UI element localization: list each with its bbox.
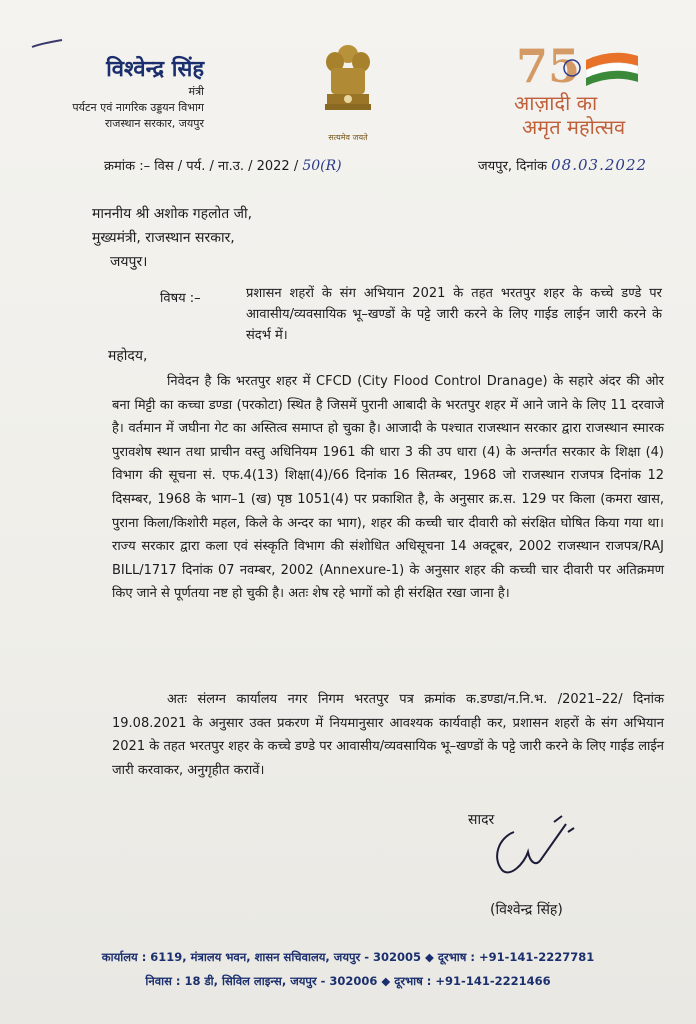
akam-line-1: आज़ादी का bbox=[514, 91, 598, 115]
addressee-line-1: माननीय श्री अशोक गहलोत जी, bbox=[92, 206, 253, 222]
sender-block bbox=[14, 56, 204, 132]
handwritten-signature bbox=[484, 812, 584, 882]
subject-text: प्रशासन शहरों के संग अभियान 2021 के तहत भरतपुर शहर के कच्चे डण्डे पर आवासीय/व्यवसायिक भू–खण्डों के पट्टे जारी करने के लिए गाईड लाईन जारी करने के संदर्भ में। bbox=[246, 286, 662, 343]
closing-text: सादर bbox=[468, 812, 495, 828]
letter-date bbox=[478, 156, 647, 174]
addressee-block bbox=[92, 202, 252, 274]
sender-department: पर्यटन एवं नागरिक उड्डयन विभाग bbox=[72, 101, 204, 114]
footer-office-address: कार्यालय : 6119, मंत्रालय भवन, शासन सचिवालय, जयपुर - 302005 ◆ दूरभाष : +91-141-2227781 bbox=[101, 950, 595, 964]
pen-stroke-mark bbox=[30, 38, 64, 50]
sender-name: विश्वेन्द्र सिंह bbox=[106, 57, 204, 82]
salutation: महोदय, bbox=[108, 348, 148, 364]
reference-label: क्रमांक :– विस / पर्य. / ना.उ. / 2022 / bbox=[104, 159, 299, 174]
body-paragraph-1: निवेदन है कि भरतपुर शहर में CFCD (City Flood Control Dranage) के सहारे अंदर की ओर बना मिट्टी का कच्चा डण्डा (परकोटा) स्थित है जिसमें पुरानी आबादी के भरतपुर शहर में आने जाने के लिए 11 दरवाजे है। वर्तमान में जघीना गेट का अस्तित्व समाप्त हो चुका है। आजादी के पश्चात राजस्थान सरकार द्वारा राजस्थान स्मारक पुरावशेष स्थान तथा प्राचीन वस्तु अधिनियम 1961 की धारा 3 की उप धारा (4) के अन्तर्गत सरकार के शिक्षा (4) विभाग की सूचना सं. एफ.4(13) शिक्षा(4)/66 दिनांक 16 सितम्बर, 1968 जो राजस्थान राजपत्र दिनांक 12 दिसम्बर, 1968 के भाग–1 (ख) पृष्ठ 1051(4) पर प्रकाशित है, के अनुसार क्र.स. 129 पर किला (कमरा खास, पुराना किला/किशोरी महल, किले के अन्दर का भाग), शहर की कच्ची चार दीवारी को संरक्षित घोषित किया गया था। राज्य सरकार द्वारा कला एवं संस्कृति विभाग की संशोधित अधिसूचना 14 अक्टूबर, 2002 राजस्थान राजपत्र/RAJ BILL/1717 दिनांक 07 नवम्बर, 2002 (Annexure-1) के अनुसार शहर की कच्ची चार दीवारी पर अतिक्रमण किए जाने से पूर्णतया नष्ट हो चुकी है। अतः शेष रहे भागों को ही संरक्षित रखा जाना है। bbox=[112, 374, 664, 602]
date-label: जयपुर, दिनांक bbox=[478, 159, 547, 174]
ashoka-lion-icon bbox=[321, 40, 375, 130]
akam-number: 75 bbox=[516, 39, 581, 92]
reference-number bbox=[104, 156, 342, 174]
sender-designation: मंत्री bbox=[188, 85, 204, 98]
azadi-ka-amrit-mahotsav-logo bbox=[512, 38, 672, 139]
emblem-motto: सत्यमेव जयते bbox=[328, 133, 368, 142]
addressee-line-3: जयपुर। bbox=[110, 254, 148, 270]
body-paragraph-2: अतः संलग्न कार्यालय नगर निगम भरतपुर पत्र क्रमांक क.डण्डा/न.नि.भ. /2021–22/ दिनांक 19.08.2021 के अनुसार उक्त प्रकरण में नियमानुसार आवश्यक कार्यवाही कर, प्रशासन शहरों के संग अभियान 2021 के तहत भरतपुर शहर के कच्चे डण्डे पर आवासीय/व्यवसायिक भू–खण्डों के पट्टे जारी करने के लिए गाईड लाईन जारी करवाकर, अनुगृहीत करावें। bbox=[112, 692, 664, 778]
akam-line-2: अमृत महोत्सव bbox=[522, 115, 626, 139]
addressee-line-2: मुख्यमंत्री, राजस्थान सरकार, bbox=[92, 230, 235, 246]
national-emblem bbox=[318, 40, 378, 143]
sender-government: राजस्थान सरकार, जयपुर bbox=[104, 117, 204, 130]
subject-label: विषय :– bbox=[160, 291, 201, 306]
date-handwritten: 08.03.2022 bbox=[551, 156, 648, 174]
signer-name: (विश्वेन्द्र सिंह) bbox=[490, 902, 563, 918]
footer-residence-address: निवास : 18 डी, सिविल लाइन्स, जयपुर - 302006 ◆ दूरभाष : +91-141-2221466 bbox=[145, 974, 551, 988]
amrit-mahotsav-flag-icon bbox=[512, 38, 662, 92]
reference-handwritten: 50(R) bbox=[302, 158, 342, 174]
